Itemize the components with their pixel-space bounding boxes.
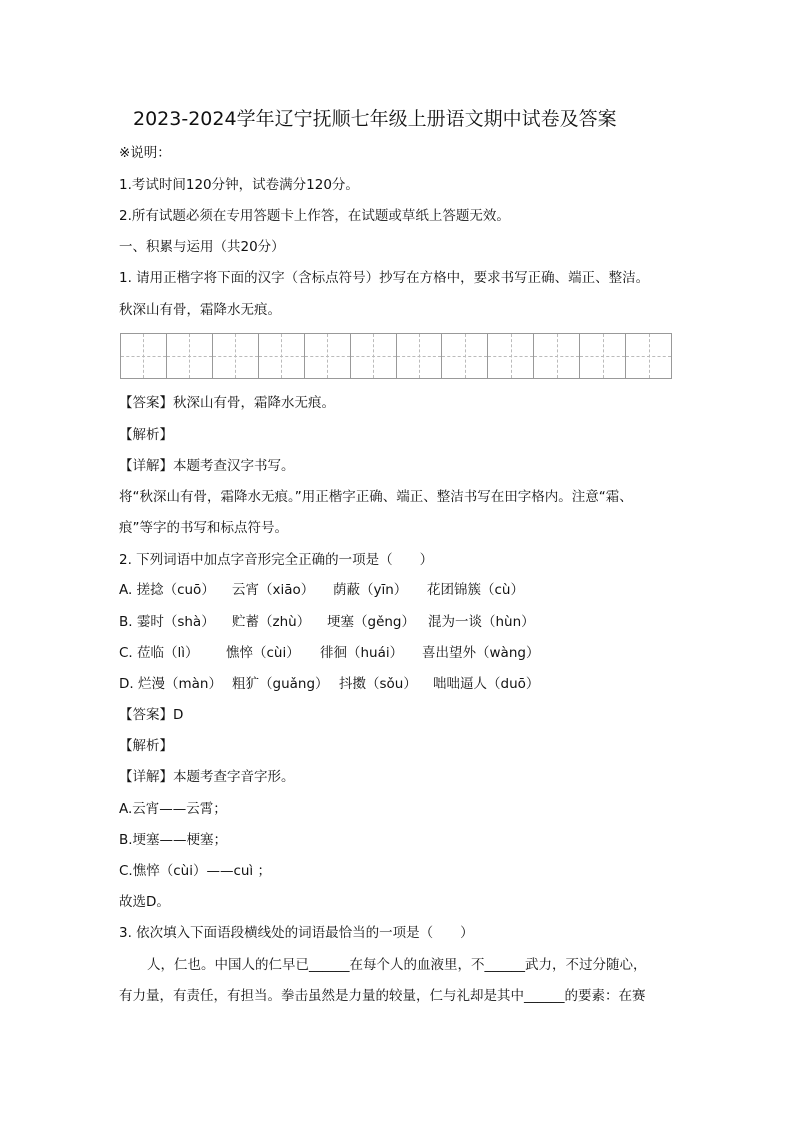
grid-cell (580, 334, 626, 378)
q1-analysis: 【解析】 (119, 427, 173, 443)
q2-option-item: 抖擞（sǒu） (339, 676, 417, 692)
q2-option-item: 埂塞（gěng） (327, 614, 416, 630)
grid-cell (351, 334, 397, 378)
grid-cell (534, 334, 580, 378)
grid-cell (305, 334, 351, 378)
q2-explain-a: A.云宵——云霄； (119, 801, 227, 817)
grid-cell (259, 334, 305, 378)
q2-answer: 【答案】D (119, 707, 184, 723)
q2-option-item: D. 烂漫（màn） (119, 676, 222, 692)
grid-cell (397, 334, 443, 378)
q2-option-item: 混为一谈（hùn） (428, 614, 535, 630)
note-2: 2.所有试题必须在专用答题卡上作答，在试题或草纸上答题无效。 (119, 208, 510, 224)
notes-heading: ※说明： (119, 145, 171, 161)
q2-option-item: 云宵（xiāo） (232, 582, 315, 598)
q3-paragraph-line-2: 有力量，有责任，有担当。拳击虽然是力量的较量，仁与礼却是其中______的要素：在赛 (119, 988, 646, 1004)
q2-conclusion: 故选D。 (119, 894, 170, 910)
grid-cell (121, 334, 167, 378)
q1-explain-2: 痕”等字的书写和标点符号。 (119, 520, 288, 536)
document-title: 2023-2024学年辽宁抚顺七年级上册语文期中试卷及答案 (133, 108, 617, 130)
q2-option-item: 荫蔽（yīn） (333, 582, 408, 598)
q2-option-item: A. 搓捻（cuō） (119, 582, 215, 598)
q3-stem: 3. 依次填入下面语段横线处的词语最恰当的一项是（ ） (119, 925, 474, 941)
q2-detail: 【详解】本题考查字音字形。 (119, 769, 295, 785)
grid-cell (167, 334, 213, 378)
q1-explain-1: 将“秋深山有骨，霜降水无痕。”用正楷字正确、端正、整洁书写在田字格内。注意“霜、 (119, 489, 633, 505)
grid-cell (488, 334, 534, 378)
q2-option-item: B. 霎时（shà） (119, 614, 215, 630)
q1-detail: 【详解】本题考查汉字书写。 (119, 458, 295, 474)
q2-option-item: C. 莅临（lì） (119, 645, 199, 661)
q2-option-item: 喜出望外（wàng） (422, 645, 540, 661)
grid-cell (442, 334, 488, 378)
q2-explain-b: B.埂塞——梗塞； (119, 832, 228, 848)
q2-option-item: 憔悴（cùi） (226, 645, 300, 661)
q2-option-item: 徘徊（huái） (320, 645, 404, 661)
q2-option-item: 贮蓄（zhù） (232, 614, 311, 630)
note-1: 1.考试时间120分钟，试卷满分120分。 (119, 177, 359, 193)
q1-stem: 1. 请用正楷字将下面的汉字（含标点符号）抄写在方格中，要求书写正确、端正、整洁。 (119, 270, 650, 286)
q3-paragraph-line-1: 人，仁也。中国人的仁早已______在每个人的血液里，不______武力，不过分随心， (147, 957, 647, 973)
q2-option-item: 粗犷（guǎng） (232, 676, 329, 692)
section-heading: 一、积累与运用（共20分） (119, 239, 285, 255)
q2-option-item: 花团锦簇（cù） (427, 582, 524, 598)
q2-stem: 2. 下列词语中加点字音形完全正确的一项是（ ） (119, 552, 434, 568)
q1-text: 秋深山有骨，霜降水无痕。 (119, 302, 281, 318)
grid-cell (626, 334, 671, 378)
q2-option-item: 咄咄逼人（duō） (433, 676, 540, 692)
q1-answer: 【答案】秋深山有骨，霜降水无痕。 (119, 395, 335, 411)
q2-analysis: 【解析】 (119, 738, 173, 754)
grid-cell (213, 334, 259, 378)
writing-grid (120, 333, 672, 379)
q2-explain-c: C.憔悴（cùi）——cuì ； (119, 863, 271, 879)
